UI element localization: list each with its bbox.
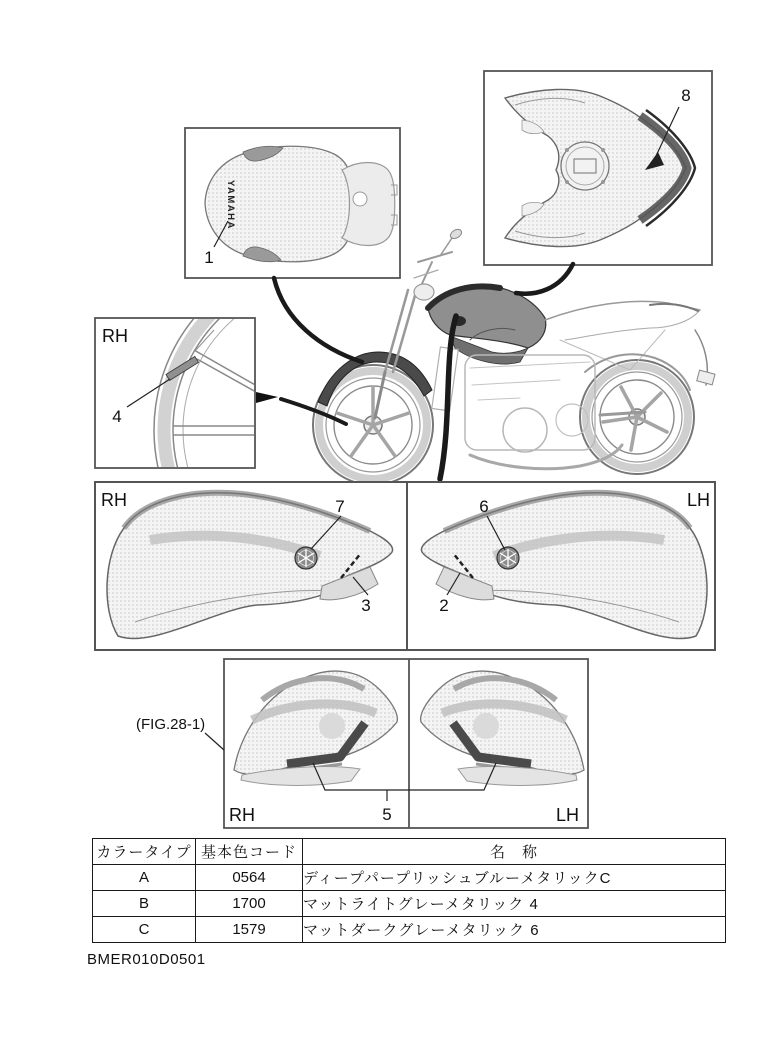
tank-cover-detail-box [484, 71, 712, 265]
header-name: 名 称 [303, 839, 726, 865]
color-code-table [92, 838, 726, 943]
callout-5: 5 [382, 805, 392, 824]
callout-2: 2 [439, 596, 449, 615]
arrowhead-wheel [256, 392, 278, 403]
callout-7: 7 [335, 497, 345, 516]
color-type-cell: B [93, 891, 196, 917]
callout-1: 1 [204, 248, 214, 267]
color-type-cell: C [93, 917, 196, 943]
rear-rh-label: RH [229, 805, 255, 825]
panel-rh-label: RH [101, 490, 127, 510]
color-name-cell: マットダークグレーメタリック 6 [303, 917, 726, 943]
header-color-type: カラータイプ [93, 839, 196, 865]
callout-6: 6 [479, 497, 489, 516]
color-code-cell: 0564 [196, 865, 303, 891]
callout-4: 4 [112, 407, 122, 426]
yamaha-fender-decal: YAMAHA [225, 180, 236, 230]
table-row [93, 917, 726, 943]
table-header-row [93, 839, 726, 865]
color-type-cell: A [93, 865, 196, 891]
color-code-cell: 1579 [196, 917, 303, 943]
rear-lh-label: LH [555, 805, 579, 825]
side-panel-lh-box [407, 482, 715, 650]
color-name-cell: マットライトグレーメタリック 4 [303, 891, 726, 917]
fig-ref-label: (FIG.28-1) [136, 716, 206, 733]
panel-lh-label: LH [686, 490, 710, 510]
wheel-box-rh-label: RH [102, 326, 128, 346]
color-code-cell: 1700 [196, 891, 303, 917]
table-row [93, 865, 726, 891]
color-name-cell: ディープパープリッシュブルーメタリックC [303, 865, 726, 891]
table-row [93, 891, 726, 917]
figure-code: BMER010D0501 [87, 951, 206, 968]
header-base-color-code: 基本色コード [196, 839, 303, 865]
front-fender-detail-box [185, 128, 400, 278]
callout-3: 3 [361, 596, 371, 615]
fig-reference [136, 716, 224, 750]
callout-8: 8 [681, 86, 691, 105]
side-panel-rh-box [95, 482, 407, 650]
rear-section-box [224, 659, 588, 828]
